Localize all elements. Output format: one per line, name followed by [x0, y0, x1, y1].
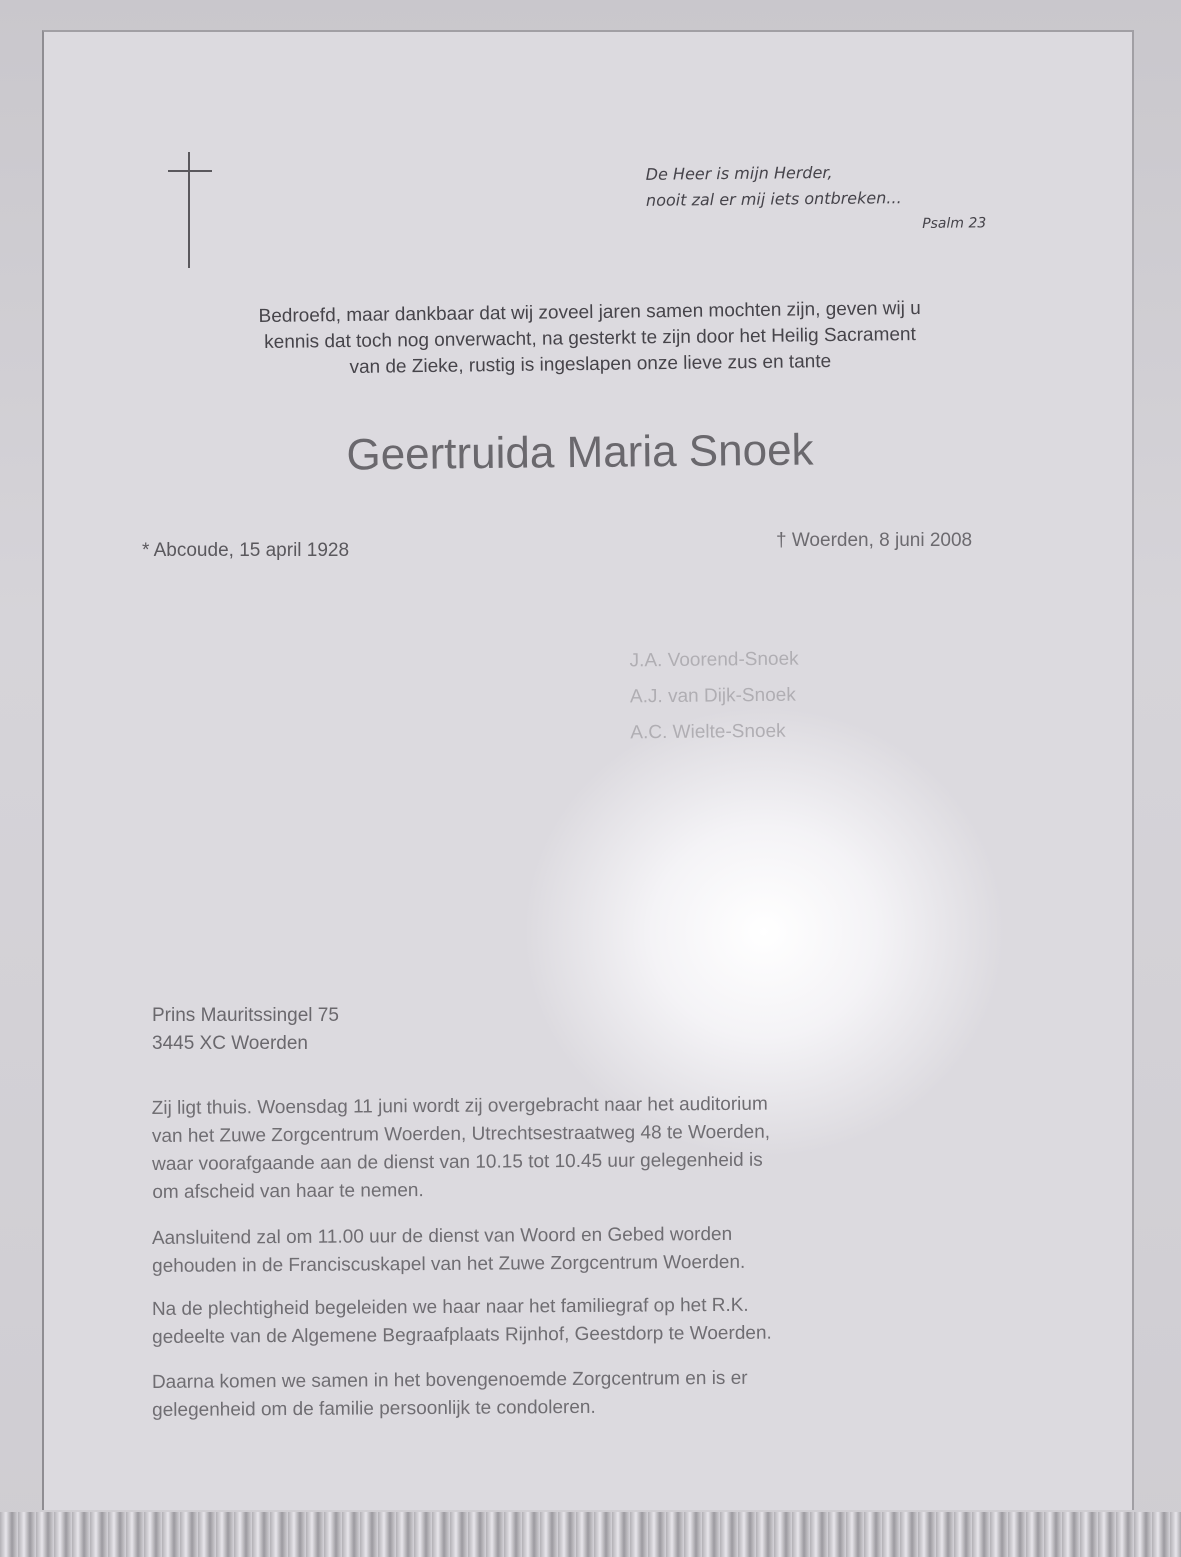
paragraph-line: gehouden in de Franciscuskapel van het Zuwe Zorgcentrum Woerden.: [152, 1251, 746, 1277]
paragraph-line: Zij ligt thuis. Woensdag 11 juni wordt zij overgebracht naar het auditorium: [151, 1093, 768, 1119]
paragraph-line: waar voorafgaande aan de dienst van 10.15 tot 10.45 uur gelegenheid is: [152, 1149, 763, 1175]
service-paragraph: [152, 1219, 1002, 1281]
condolence-paragraph: [152, 1363, 1002, 1425]
intro-line-3: van de Zieke, rustig is ingeslapen onze lieve zus en tante: [349, 351, 832, 378]
birth-info: * Abcoude, 15 april 1928: [142, 540, 350, 561]
paragraph-line: van het Zuwe Zorgcentrum Woerden, Utrechtsestraatweg 48 te Woerden,: [151, 1121, 771, 1147]
deceased-name: Geertruida Maria Snoek: [346, 425, 814, 480]
intro-text: [140, 295, 1041, 384]
relative-item: A.J. van Dijk-Snoek: [629, 684, 796, 708]
intro-line-2: kennis dat toch nog onverwacht, na gesterkt te zijn door het Heilig Sacrament: [264, 324, 916, 353]
psalm-quote: [646, 158, 997, 240]
viewing-paragraph: [152, 1089, 1003, 1207]
correspondence-address: [152, 1002, 339, 1058]
paragraph-line: gedeelte van de Algemene Begraafplaats Rijnhof, Geestdorp te Woerden.: [152, 1322, 772, 1348]
paragraph-line: om afscheid van haar te nemen.: [152, 1180, 424, 1203]
quote-line-1: De Heer is mijn Herder,: [645, 162, 833, 184]
address-street: Prins Mauritssingel 75: [152, 1005, 339, 1026]
quote-line-2: nooit zal er mij iets ontbreken...: [645, 188, 902, 210]
relative-item: J.A. Voorend-Snoek: [629, 648, 799, 672]
binder-edge: [0, 1512, 1181, 1557]
death-info: † Woerden, 8 juni 2008: [776, 530, 973, 551]
relative-item: A.C. Wielte-Snoek: [630, 720, 786, 744]
cross-icon: [168, 152, 212, 268]
paragraph-line: Aansluitend zal om 11.00 uur de dienst van Woord en Gebed worden: [151, 1223, 733, 1249]
intro-line-1: Bedroefd, maar dankbaar dat wij zoveel jaren samen mochten zijn, geven wij u: [258, 297, 921, 328]
address-postal: 3445 XC Woerden: [152, 1033, 308, 1054]
paragraph-line: Na de plechtigheid begeleiden we haar naar het familiegraf op het R.K.: [151, 1294, 749, 1320]
burial-paragraph: [152, 1290, 1002, 1352]
quote-source: Psalm 23: [922, 215, 987, 232]
paragraph-line: Daarna komen we samen in het bovengenoemde Zorgcentrum en is er: [151, 1367, 748, 1393]
paragraph-line: gelegenheid om de familie persoonlijk te condoleren.: [152, 1396, 596, 1421]
relatives-list: [629, 641, 890, 752]
